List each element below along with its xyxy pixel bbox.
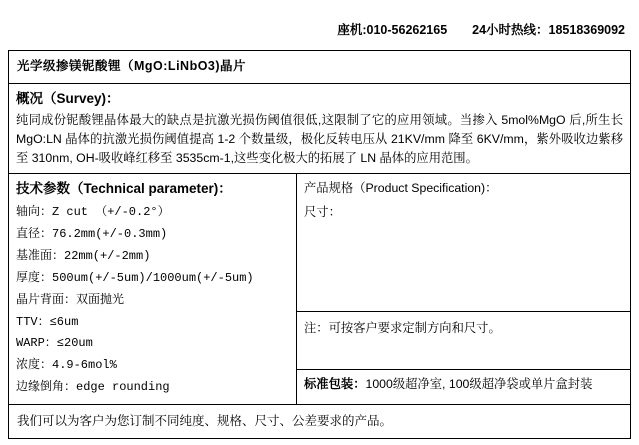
spec-row: 晶片背面：双面抛光 [16,292,125,307]
table-row-footer [9,404,631,438]
note-cell [297,312,631,369]
spec-row: WARP：≤20um [16,336,93,351]
survey-cell [9,83,631,173]
packing-value: 1000级超净室, 100级超净袋或单片盒封装 [365,376,593,391]
size-label: 尺寸： [304,204,341,219]
survey-heading: 概况（Survey)： [16,90,120,106]
spec-row: 直径：76.2mm(+/-0.3mm) [16,227,168,242]
technical-heading: 技术参数（Technical parameter)： [16,181,232,197]
spec-row: 厚度：500um(+/-5um)/1000um(+/-5um) [16,270,254,285]
table-row-title [9,51,631,84]
spec-sheet-table [8,50,631,439]
table-row-specs [9,174,631,312]
spec-row: 轴向：Z cut （+/-0.2°） [16,205,170,220]
technical-parameter-list [16,202,289,398]
spec-row: 基准面：22mm(+/-2mm) [16,249,151,264]
product-spec-heading: 产品规格（Product Specification)： [304,181,498,196]
product-specification-cell [297,174,631,312]
packing-line [304,375,623,393]
hotline-number: 24小时热线：18518369092 [472,23,625,37]
landline-number: 座机:010-56262165 [337,23,448,37]
footer-text: 我们可以为客户为您订制不同纯度、规格、尺寸、公差要求的产品。 [9,404,631,438]
packing-label: 标准包装： [304,376,366,391]
survey-body: 纯同成份铌酸锂晶体最大的缺点是抗激光损伤阈值很低,这限制了它的应用领域。当掺入 5mol%MgO 后,所生长 MgO:LN 晶体的抗激光损伤阈值提高 1-2 个数量级，极化反转电压从 21KV/mm 降至 6KV/mm，紫外吸收边紫移至 310nm, OH-吸收峰红移至 3535cm-1,这些变化极大的拓展了 LN 晶体的应用范围。 [16,113,624,166]
note-text: 注：可按客户要求定制方向和尺寸。 [304,321,501,336]
spec-row: TTV：≤6um [16,314,79,329]
page-title: 光学级掺镁铌酸锂（MgO:LiNbO3)晶片 [9,51,631,84]
contact-bar [337,20,625,38]
spec-row: 边缘倒角：edge rounding [16,380,170,395]
spec-row: 浓度：4.9-6mol% [16,358,117,373]
table-row-survey [9,83,631,173]
packing-cell [297,369,631,404]
technical-parameter-cell [9,174,297,405]
